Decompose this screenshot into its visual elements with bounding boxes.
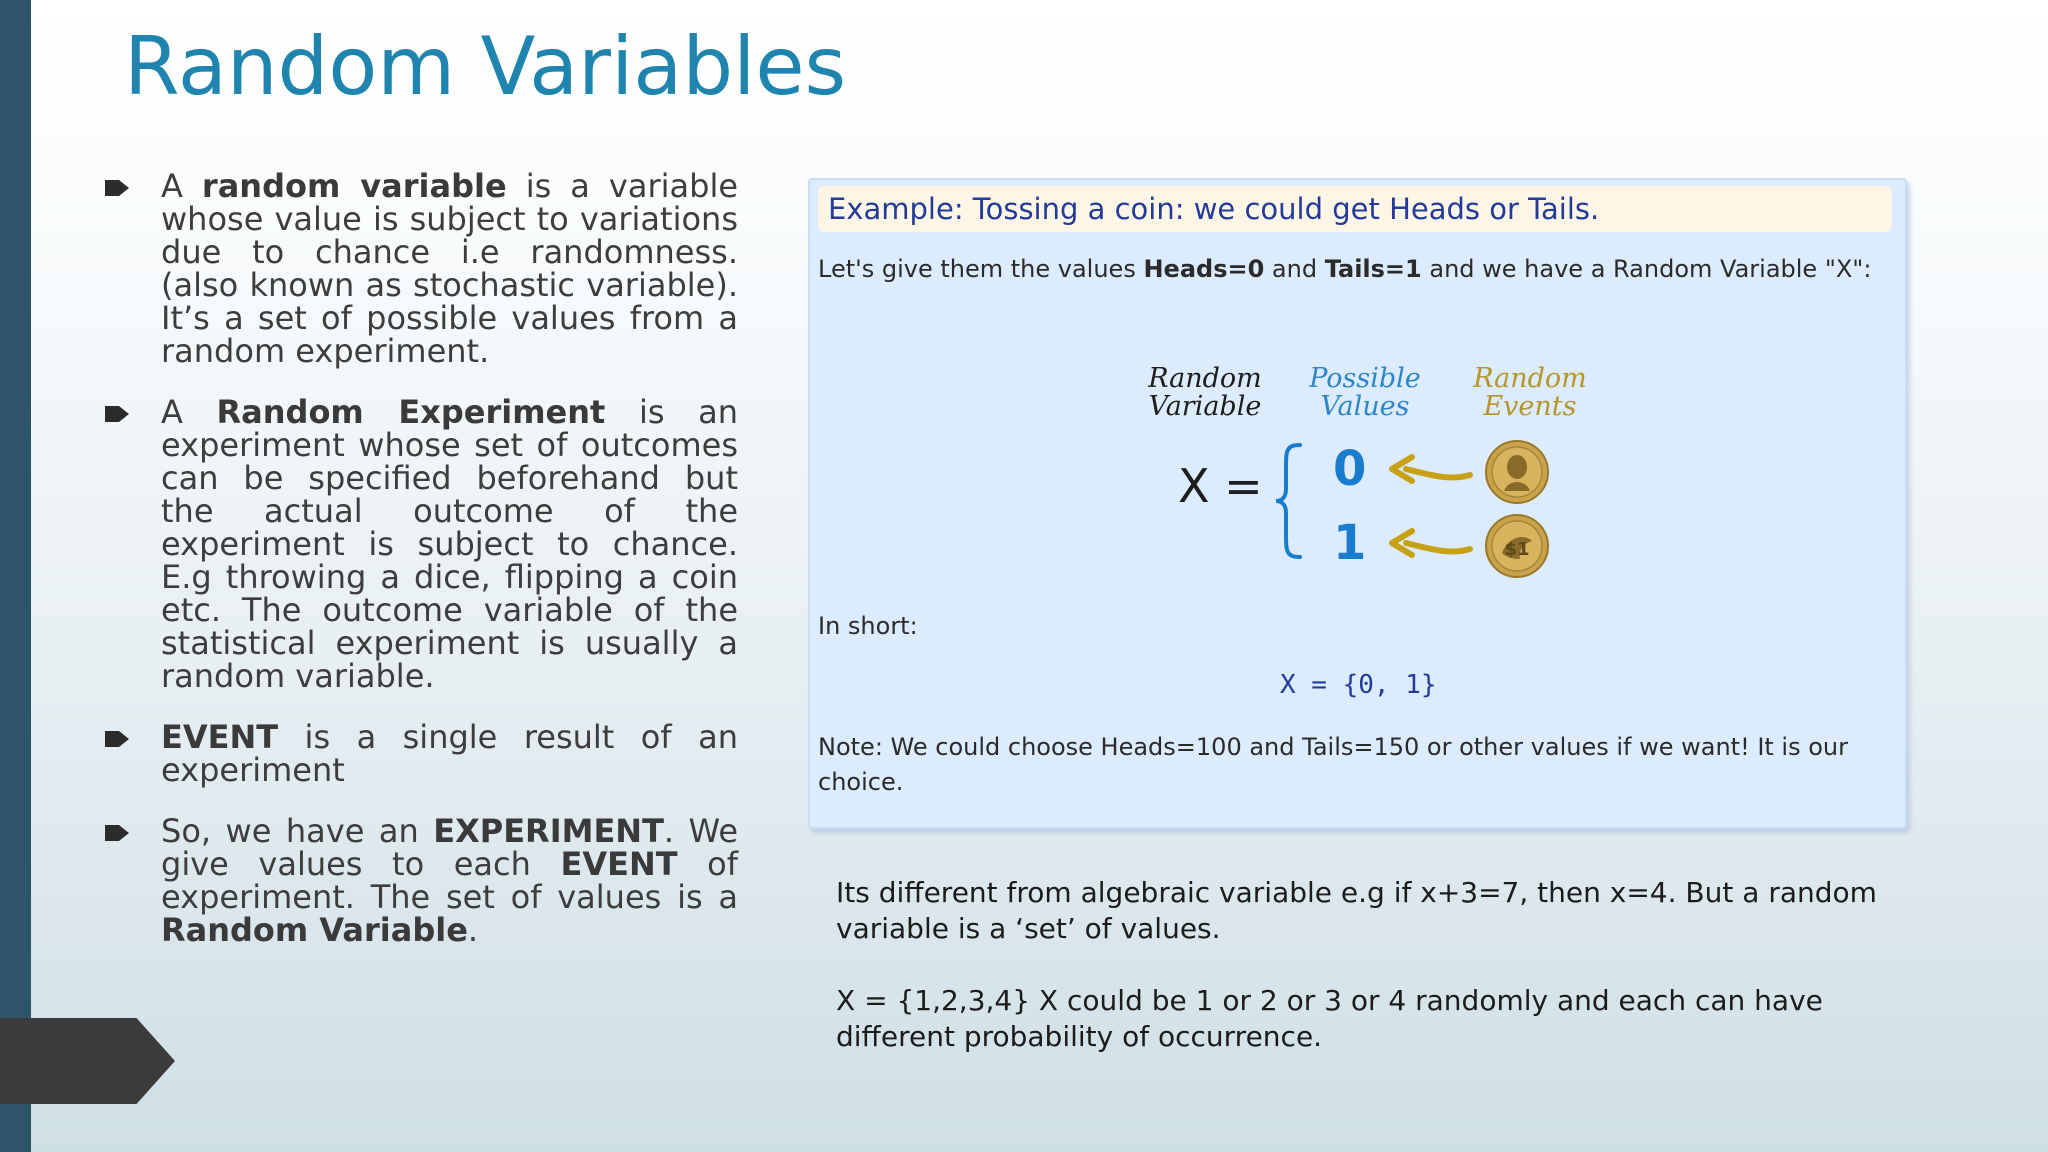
example-note: Note: We could choose Heads=100 and Tails=150 or other values if we want! It is our choice. <box>818 733 1848 796</box>
left-arrow-icon <box>1386 451 1476 491</box>
bullet-list <box>100 167 739 975</box>
bullet-arrow-icon <box>105 406 129 422</box>
label-random-variable: Random Variable <box>1148 363 1262 422</box>
left-arrow-icon <box>1386 525 1476 565</box>
bullet-item: A Random Experiment is an experiment whose set of outcomes can be specified beforehand but the actual outcome of the experiment is subject to chance. E.g throwing a dice, flipping a coin etc. The outcome variable of the statistical experiment is usually a random variable. <box>100 396 738 693</box>
example-header: Example: Tossing a coin: we could get Heads or Tails. <box>818 186 1892 232</box>
slide-arrow-tag <box>0 1018 175 1104</box>
coin-heads-icon <box>1484 439 1550 505</box>
caption-line-2: X = {1,2,3,4} X could be 1 or 2 or 3 or 4 randomly and each can have different probability of occurrence. <box>836 984 1823 1053</box>
bullet-item: EVENT is a single result of an experiment <box>100 721 738 787</box>
value-tails: 1 <box>1333 515 1367 571</box>
bullet-arrow-icon <box>105 180 129 196</box>
left-accent-bar <box>0 0 31 1152</box>
bullet-arrow-icon <box>105 825 129 841</box>
equation-lhs: X = <box>1178 459 1263 513</box>
bullet-item: So, we have an EXPERIMENT. We give values to each EVENT of experiment. The set of values is a Random Variable. <box>100 815 738 947</box>
example-panel <box>808 178 1907 829</box>
label-random-events: Random Events <box>1473 363 1587 422</box>
coin-tails-icon <box>1484 513 1550 579</box>
caption-block <box>836 875 1911 1091</box>
slide-title: Random Variables <box>124 20 847 113</box>
value-heads: 0 <box>1333 441 1367 497</box>
bullet-item: A random variable is a variable whose value is subject to variations due to chance i.e randomness. (also known as stochastic variable). It’s a set of possible values from a random experiment. <box>100 170 738 368</box>
bullet-arrow-icon <box>105 731 129 747</box>
set-expression: X = {0, 1} <box>1280 670 1437 700</box>
svg-text:$1: $1 <box>1504 539 1530 560</box>
label-possible-values: Possible Values <box>1309 363 1421 422</box>
brace-icon <box>1272 441 1306 561</box>
caption-line-1: Its different from algebraic variable e.g if x+3=7, then x=4. But a random variable is a ‘set’ of values. <box>836 876 1877 945</box>
in-short-label: In short: <box>818 612 918 640</box>
random-variable-diagram <box>810 365 1905 785</box>
example-intro: Let's give them the values Heads=0 and Tails=1 and we have a Random Variable "X": <box>818 255 1872 283</box>
